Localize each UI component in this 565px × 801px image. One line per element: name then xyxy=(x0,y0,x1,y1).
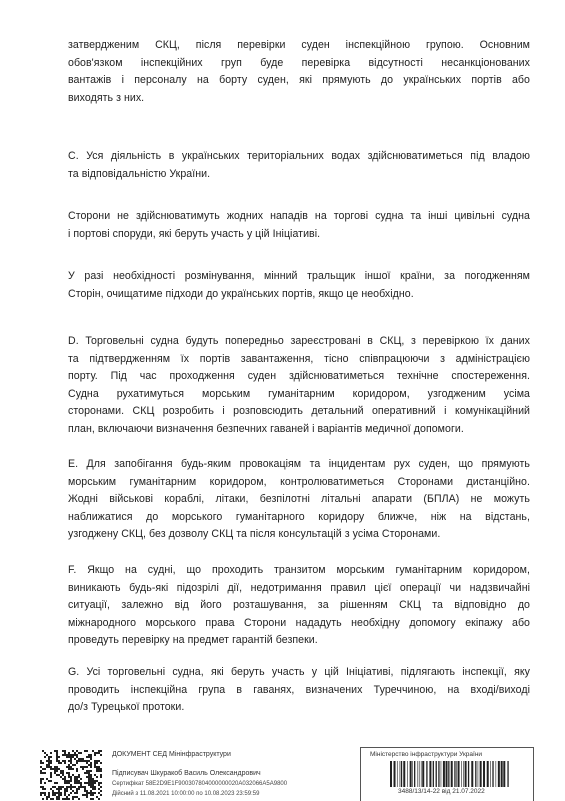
text-line: Сторін, очищатиме підходи до українських портів, якщо це необхідно. xyxy=(68,287,414,300)
paragraph-demining xyxy=(68,268,530,303)
paragraph-d xyxy=(68,333,530,438)
text-line: наближатися до морського гуманітарного коридору ближче, ніж на відстань, xyxy=(68,510,530,523)
text-line: D. Торговельні судна будуть попередньо зареєстровані в СКЦ, з перевіркою їх даних xyxy=(68,335,530,347)
text-line: виникають будь-які підозрілі дії, недотримання правил цієї операції чи надзвичайні xyxy=(68,581,530,594)
text-line: ситуації, залежно від його розташування, за рішенням СКЦ та відповідно до xyxy=(68,599,530,611)
paragraph-1 xyxy=(68,37,530,107)
paragraph-e xyxy=(68,456,530,544)
text-line: проведуть перевірку на предмет гарантій безпеки. xyxy=(68,634,318,646)
text-line: до/з Турецької протоки. xyxy=(68,701,185,713)
sed-title: ДОКУМЕНТ СЕД Мінінфраструктури xyxy=(112,751,231,758)
text-line: F. Якщо на судні, що проходить транзитом морським гуманітарним коридором, xyxy=(68,564,530,576)
paragraph-c xyxy=(68,148,530,183)
text-line: G. Усі торговельні судна, які беруть участь у цій Ініціативі, підлягають інспекції, яку xyxy=(68,666,530,678)
text-line: E. Для запобігання будь-яким провокаціям та інцидентам рух суден, що прямують xyxy=(68,458,530,470)
ministry-name: Міністерство інфраструктури України xyxy=(370,751,483,758)
barcode-icon xyxy=(390,761,510,787)
text-line: Жодні військові кораблі, літаки, безпілотні літальні апарати (БПЛА) не можуть xyxy=(68,493,530,505)
text-line: міжнародного морського права Сторони нададуть необхідну допомогу екіпажу або xyxy=(68,616,530,629)
text-line: Сторони не здійснюватимуть жодних нападів на торгові судна та інші цивільні судна xyxy=(68,210,530,222)
qr-code-icon xyxy=(40,749,102,800)
text-line: Судна рухатимуться морським гуманітарним коридором, узгодженим усіма xyxy=(68,387,530,400)
text-line: вантажів і персоналу на борту суден, які прямують до українських портів або xyxy=(68,74,530,86)
text-line: У разі необхідності розмінування, мінний тральщик іншої країни, за погодженням xyxy=(68,270,530,282)
validity-line: Дійсний з 11.08.2021 10:00:00 по 10.08.2023 23:59:59 xyxy=(112,791,260,797)
text-line: та відповідальністю України. xyxy=(68,167,211,180)
paragraph-g xyxy=(68,664,530,717)
text-line: морським гуманітарним коридором, контролюватиметься Сторонами дистанційно. xyxy=(68,475,530,488)
text-line: сторонами. СКЦ розробить і розповсюдить детальний оперативний і комунікаційний xyxy=(68,405,530,417)
text-line: узгоджену СКЦ, без дозволу СКЦ та після консультацій з усіма Сторонами. xyxy=(68,528,441,540)
paragraph-no-attacks xyxy=(68,208,530,243)
paragraph-f xyxy=(68,562,530,650)
text-line: затвердженим СКЦ, після перевірки суден інспекційною групою. Основним xyxy=(68,39,530,51)
text-line: план, включаючи визначення безпечних гаваней і варіантів медичної допомоги. xyxy=(68,422,464,435)
signer-line: Підписувач Шкуракоб Василь Олександрович xyxy=(112,770,261,777)
text-line: та підтвердженням їх портів завантаження, тісно співпрацюючи з адміністрацією xyxy=(68,352,530,365)
text-line: виходять з них. xyxy=(68,91,145,104)
text-line: обов'язком інспекційних груп буде перевірка відсутності несанкціонованих xyxy=(68,56,530,69)
text-line: і портові споруди, які беруть участь у цій Ініціативі. xyxy=(68,227,321,240)
registration-number: 3488/13/14-22 від 21.07.2022 xyxy=(398,788,485,795)
document-footer xyxy=(0,745,565,800)
text-line: проводить інспекційна група в гаванях, визначених Туреччиною, на вході/виході xyxy=(68,683,530,696)
certificate-line: Сертифікат 58E2D9E1F900307804000000020A032066A5A9800 xyxy=(112,781,288,787)
text-line: порту. Під час проходження суден здійснюватиметься технічне спостереження. xyxy=(68,370,530,382)
text-line: C. Уся діяльність в українських територіальних водах здійснюватиметься під владою xyxy=(68,150,530,162)
